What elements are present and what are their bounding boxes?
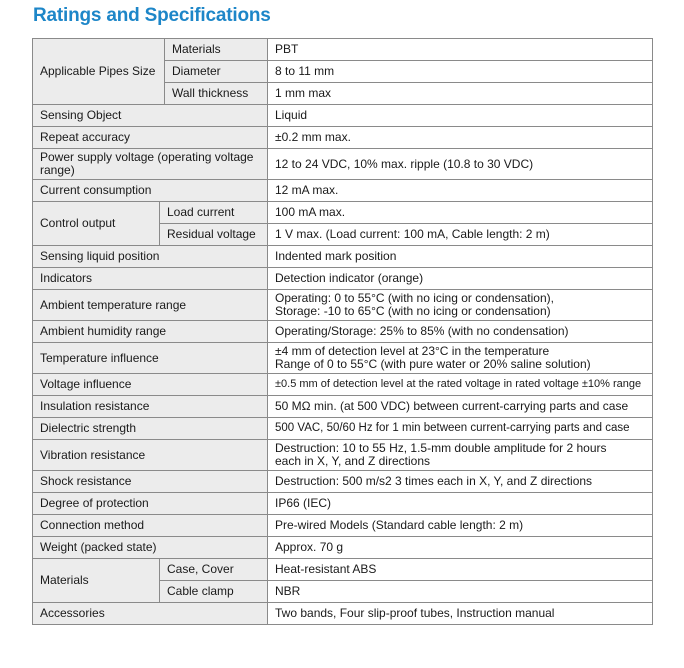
table-row	[33, 105, 653, 127]
table-row	[33, 202, 653, 224]
table-row	[33, 440, 653, 471]
table-row	[33, 321, 653, 343]
table-row	[33, 418, 653, 440]
spec-value: Destruction: 500 m/s2 3 times each in X, Y, and Z directions	[268, 471, 653, 493]
table-row	[33, 396, 653, 418]
spec-value: ±0.5 mm of detection level at the rated voltage in rated voltage ±10% range	[268, 374, 653, 396]
table-row	[33, 374, 653, 396]
spec-sublabel: Materials	[165, 39, 268, 61]
spec-label: Ambient temperature range	[33, 290, 268, 321]
spec-value: IP66 (IEC)	[268, 493, 653, 515]
spec-label: Degree of protection	[33, 493, 268, 515]
table-row	[33, 471, 653, 493]
spec-label: Repeat accuracy	[33, 127, 268, 149]
spec-value: 12 mA max.	[268, 180, 653, 202]
table-row	[33, 268, 653, 290]
spec-value: 1 V max. (Load current: 100 mA, Cable length: 2 m)	[268, 224, 653, 246]
spec-value: Operating/Storage: 25% to 85% (with no condensation)	[268, 321, 653, 343]
spec-label: Accessories	[33, 603, 268, 625]
spec-value-line: Storage: -10 to 65°C (with no icing or condensation)	[275, 304, 551, 318]
spec-value: PBT	[268, 39, 653, 61]
spec-label: Vibration resistance	[33, 440, 268, 471]
spec-sublabel: Load current	[160, 202, 268, 224]
spec-value	[268, 440, 653, 471]
spec-value: NBR	[268, 581, 653, 603]
table-row	[33, 515, 653, 537]
spec-value-line: Range of 0 to 55°C (with pure water or 20% saline solution)	[275, 357, 591, 371]
spec-label: Indicators	[33, 268, 268, 290]
spec-sublabel: Diameter	[165, 61, 268, 83]
table-row	[33, 493, 653, 515]
spec-label: Voltage influence	[33, 374, 268, 396]
table-row	[33, 603, 653, 625]
table-row	[33, 180, 653, 202]
spec-label: Shock resistance	[33, 471, 268, 493]
spec-value: Pre-wired Models (Standard cable length: 2 m)	[268, 515, 653, 537]
spec-sublabel: Cable clamp	[160, 581, 268, 603]
spec-value: Indented mark position	[268, 246, 653, 268]
spec-value: 8 to 11 mm	[268, 61, 653, 83]
table-row	[33, 290, 653, 321]
spec-label: Materials	[33, 559, 160, 603]
spec-label: Power supply voltage (operating voltage range)	[33, 149, 268, 180]
spec-value: 50 MΩ min. (at 500 VDC) between current-carrying parts and case	[268, 396, 653, 418]
spec-value	[268, 290, 653, 321]
spec-label: Ambient humidity range	[33, 321, 268, 343]
spec-label: Connection method	[33, 515, 268, 537]
table-row	[33, 127, 653, 149]
spec-sublabel: Wall thickness	[165, 83, 268, 105]
spec-value: 12 to 24 VDC, 10% max. ripple (10.8 to 30 VDC)	[268, 149, 653, 180]
spec-value	[268, 343, 653, 374]
table-row	[33, 343, 653, 374]
spec-value-line: each in X, Y, and Z directions	[275, 454, 430, 468]
table-row	[33, 537, 653, 559]
spec-label: Temperature influence	[33, 343, 268, 374]
spec-value-line: Destruction: 10 to 55 Hz, 1.5-mm double amplitude for 2 hours	[275, 441, 607, 455]
spec-value-line: ±4 mm of detection level at 23°C in the temperature	[275, 344, 550, 358]
spec-label: Applicable Pipes Size	[33, 39, 165, 105]
table-row	[33, 39, 653, 61]
spec-value: 1 mm max	[268, 83, 653, 105]
spec-value: Detection indicator (orange)	[268, 268, 653, 290]
spec-label: Dielectric strength	[33, 418, 268, 440]
spec-label: Weight (packed state)	[33, 537, 268, 559]
spec-value: 100 mA max.	[268, 202, 653, 224]
spec-label: Control output	[33, 202, 160, 246]
spec-label: Sensing Object	[33, 105, 268, 127]
specifications-table	[32, 38, 653, 625]
spec-value: 500 VAC, 50/60 Hz for 1 min between current-carrying parts and case	[268, 418, 653, 440]
table-row	[33, 559, 653, 581]
table-row	[33, 246, 653, 268]
spec-value: ±0.2 mm max.	[268, 127, 653, 149]
spec-value: Two bands, Four slip-proof tubes, Instruction manual	[268, 603, 653, 625]
spec-sublabel: Case, Cover	[160, 559, 268, 581]
spec-value: Heat-resistant ABS	[268, 559, 653, 581]
spec-value: Approx. 70 g	[268, 537, 653, 559]
table-row	[33, 149, 653, 180]
spec-label: Insulation resistance	[33, 396, 268, 418]
page-title: Ratings and Specifications	[33, 5, 271, 26]
spec-value: Liquid	[268, 105, 653, 127]
spec-label: Sensing liquid position	[33, 246, 268, 268]
spec-label: Current consumption	[33, 180, 268, 202]
spec-value-line: Operating: 0 to 55°C (with no icing or condensation),	[275, 291, 554, 305]
spec-sublabel: Residual voltage	[160, 224, 268, 246]
